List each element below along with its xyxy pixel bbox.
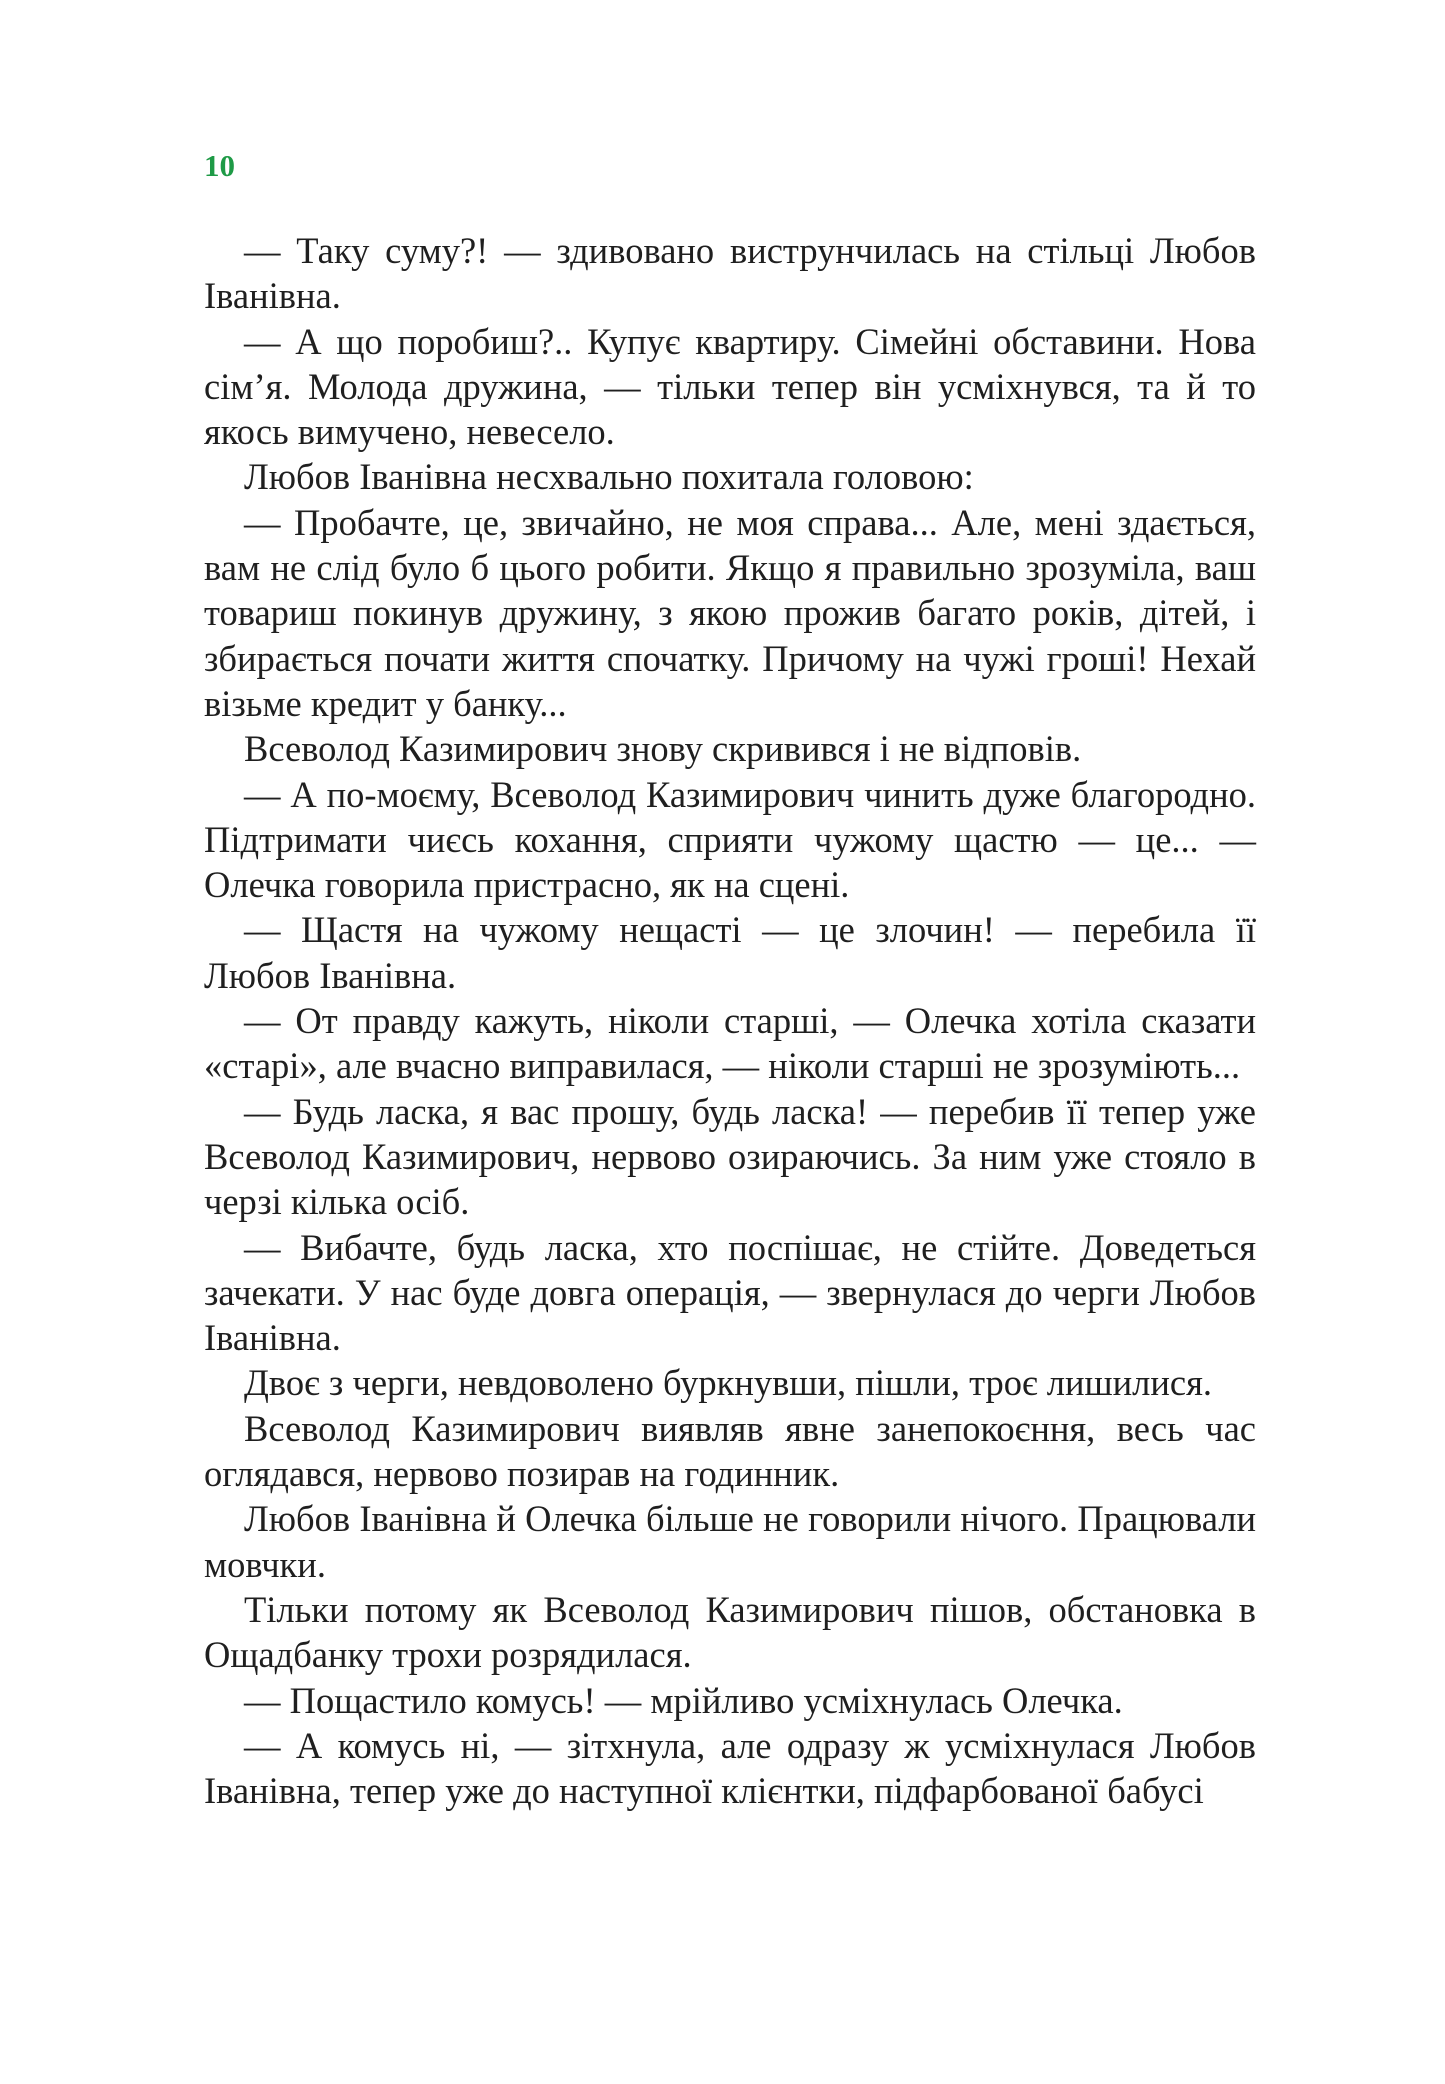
paragraph: — Пробачте, це, звичайно, не моя справа... Але, мені здається, вам не слід було б цього робити. Якщо я правильно зрозуміла, ваш товариш покинув дружину, з якою прожив багато років, дітей, і збирається почати життя спочатку. Причому на чужі гроші! Нехай візьме кредит у банку... [204,501,1256,724]
paragraph: — А що поробиш?.. Купує квартиру. Сімейні обставини. Нова сім’я. Молода дружина, — тільки тепер він усміхнувся, та й то якось вимучено, невесело. [204,320,1256,453]
paragraph: Всеволод Казимирович знову скривився і не відповів. [244,728,1082,770]
paragraph: Всеволод Казимирович виявляв явне занепокоєння, весь час оглядався, нервово позирав на годинник. [204,1407,1256,1495]
paragraph: — От правду кажуть, ніколи старші, — Олечка хотіла сказати «старі», але вчасно виправилася, — ніколи старші не зрозуміють... [204,1000,1256,1087]
paragraph: Любов Іванівна й Олечка більше не говорили нічого. Працювали мовчки. [204,1498,1256,1585]
body-text [204,228,1256,1813]
paragraph: Тільки потому як Всеволод Казимирович пішов, обстановка в Ощадбанку трохи розрядилася. [204,1588,1256,1676]
paragraph: Любов Іванівна несхвально похитала головою: [244,456,974,498]
paragraph: — Будь ласка, я вас прошу, будь ласка! — перебив її тепер уже Всеволод Казимирович, нервово озираючись. За ним уже стояло в черзі кілька осіб. [204,1090,1256,1223]
paragraph: — Пощастило комусь! — мрійливо усміхнулась Олечка. [244,1679,1123,1721]
paragraph: — Вибачте, будь ласка, хто поспішає, не стійте. Доведеться зачекати. У нас буде довга операція, — звернулася до черги Любов Іванівна. [204,1226,1256,1359]
paragraph: — А по-моєму, Всеволод Казимирович чинить дуже благородно. Підтримати чиєсь кохання, сприяти чужому щастю — це... — Олечка говорила пристрасно, як на сцені. [204,773,1256,906]
paragraph: — Щастя на чужому нещасті — це злочин! — перебила її Любов Іванівна. [204,909,1256,996]
paragraph: — Таку суму?! — здивовано виструнчилась на стільці Любов Іванівна. [204,230,1256,317]
page-number: 10 [204,148,235,183]
paragraph: Двоє з черги, невдоволено буркнувши, пішли, троє лишилися. [244,1362,1213,1404]
paragraph: — А комусь ні, — зітхнула, але одразу ж усміхнулася Любов Іванівна, тепер уже до наступної клієнтки, підфарбованої бабусі [204,1724,1256,1812]
